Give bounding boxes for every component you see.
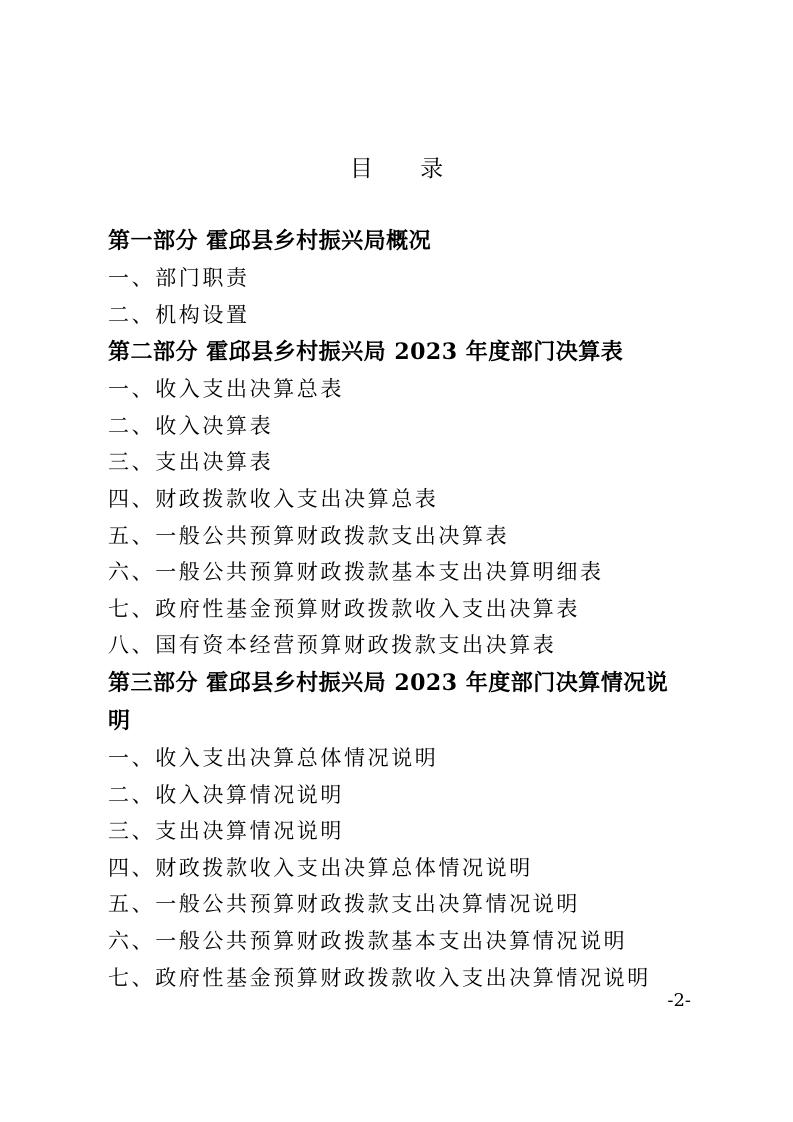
toc-item: 五、一般公共预算财政拨款支出决算情况说明 bbox=[108, 892, 580, 917]
toc-item: 三、支出决算情况说明 bbox=[108, 819, 344, 844]
part3-heading: 第三部分 霍邱县乡村振兴局 2023 年度部门决算情况说 bbox=[108, 669, 669, 696]
toc-item: 一、收入支出决算总表 bbox=[108, 377, 344, 402]
toc-item: 四、财政拨款收入支出决算总体情况说明 bbox=[108, 855, 533, 880]
part1-heading: 第一部分 霍邱县乡村振兴局概况 bbox=[108, 228, 432, 254]
toc-item: 六、一般公共预算财政拨款基本支出决算情况说明 bbox=[108, 928, 628, 953]
toc-item: 七、政府性基金预算财政拨款收入支出决算情况说明 bbox=[108, 965, 651, 990]
toc-item: 二、收入决算表 bbox=[108, 413, 274, 438]
toc-item: 八、国有资本经营预算财政拨款支出决算表 bbox=[108, 633, 557, 658]
toc-item: 三、支出决算表 bbox=[108, 450, 274, 475]
toc-title: 目 录 bbox=[349, 156, 464, 182]
toc-item: 一、部门职责 bbox=[108, 266, 250, 290]
table-of-contents bbox=[108, 222, 698, 996]
page-number: -2- bbox=[667, 990, 691, 1011]
toc-item: 六、一般公共预算财政拨款基本支出决算明细表 bbox=[108, 560, 604, 585]
toc-item: 二、机构设置 bbox=[108, 302, 250, 327]
part2-heading: 第二部分 霍邱县乡村振兴局 2023 年度部门决算表 bbox=[108, 339, 624, 366]
toc-item: 七、政府性基金预算财政拨款收入支出决算表 bbox=[108, 596, 580, 621]
toc-item: 二、收入决算情况说明 bbox=[108, 782, 344, 807]
toc-item: 四、财政拨款收入支出决算总表 bbox=[108, 486, 439, 511]
part3-heading-continued: 明 bbox=[108, 707, 131, 734]
toc-item: 五、一般公共预算财政拨款支出决算表 bbox=[108, 523, 510, 548]
toc-item: 一、收入支出决算总体情况说明 bbox=[108, 745, 439, 770]
